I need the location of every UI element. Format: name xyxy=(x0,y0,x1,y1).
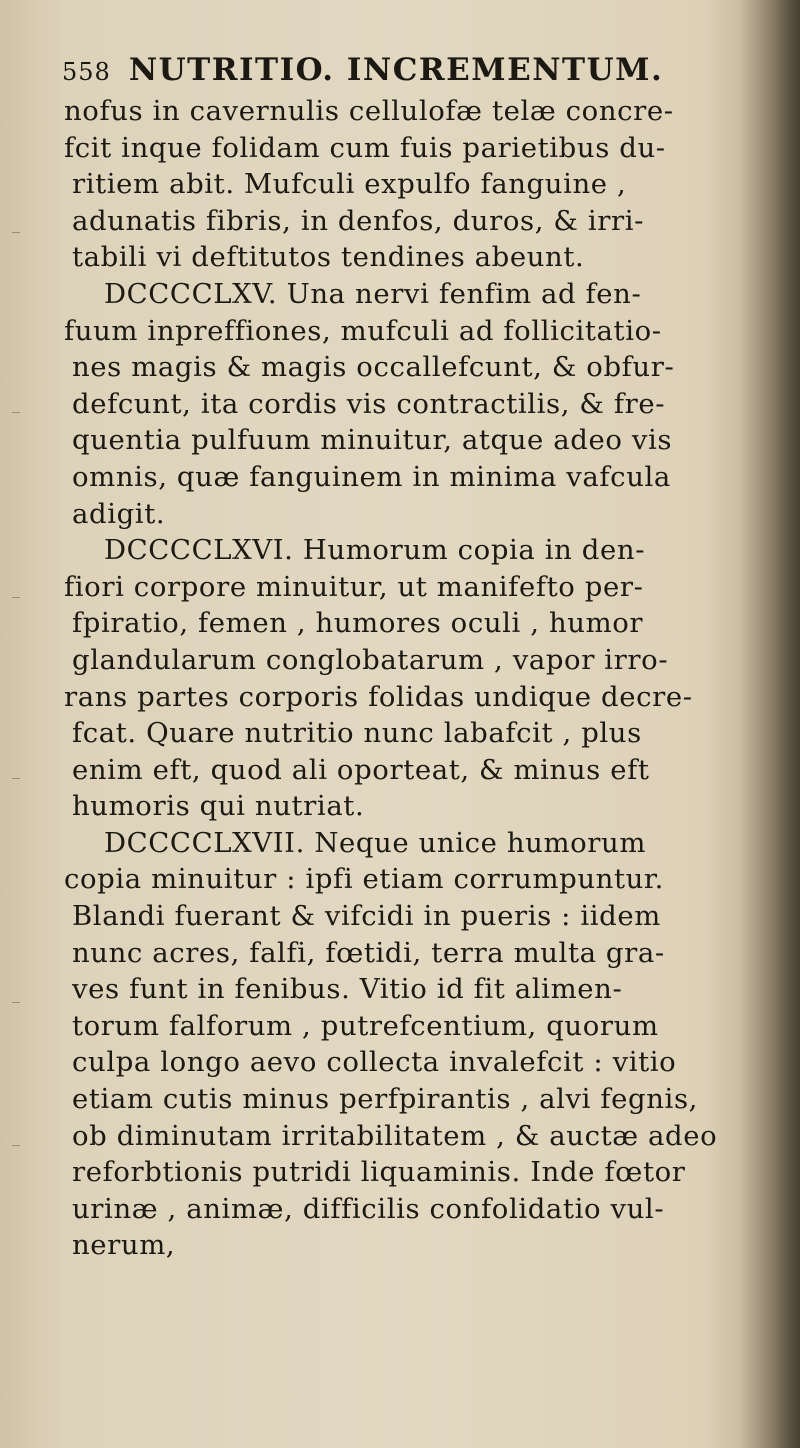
section-heading-line: DCCCCLXVI. Humorum copia in den- xyxy=(104,534,646,567)
text-line: tabili vi deftitutos tendines abeunt. xyxy=(72,241,585,274)
text-line: adunatis fibris, in denfos, duros, & irri- xyxy=(72,204,645,237)
text-line: copia minuitur : ipfi etiam corrumpuntur. xyxy=(64,863,664,896)
section-heading-line: DCCCCLXVII. Neque unice humorum xyxy=(104,826,647,859)
text-line: defcunt, ita cordis vis contractilis, & fre- xyxy=(72,387,666,420)
text-line: fiori corpore minuitur, ut manifefto per- xyxy=(64,570,644,603)
text-line: nerum, xyxy=(72,1229,176,1262)
text-line: Blandi fuerant & vifcidi in pueris : iidem xyxy=(72,900,661,933)
text-line: fuum inpreffiones, mufculi ad follicitatio- xyxy=(64,314,662,347)
left-margin xyxy=(0,0,70,1448)
text-line: quentia pulfuum minuitur, atque adeo vis xyxy=(72,424,673,457)
text-line: fcit inque folidam cum fuis parietibus du- xyxy=(64,131,666,164)
text-line: nofus in cavernulis cellulofæ telæ concre- xyxy=(64,95,674,127)
running-head: NUTRITIO. INCREMENTUM. xyxy=(128,52,664,88)
page-edge-shadow xyxy=(740,0,800,1448)
text-line: torum falforum , putrefcentium, quorum xyxy=(72,1009,659,1042)
page-number: 558 xyxy=(62,58,111,86)
text-line: omnis, quæ fanguinem in minima vafcula xyxy=(72,460,671,493)
text-line: ob diminutam irritabilitatem , & auctæ adeo xyxy=(72,1119,718,1152)
text-line: culpa longo aevo collecta invalefcit : vitio xyxy=(72,1046,677,1079)
text-line: urinæ , animæ, difficilis confolidatio vul- xyxy=(72,1192,665,1225)
text-line: ritiem abit. Mufculi expulfo fanguine , xyxy=(72,168,627,201)
text-line: adigit. xyxy=(72,497,166,530)
text-line: reforbtionis putridi liquaminis. Inde fœtor xyxy=(72,1156,686,1189)
text-line: etiam cutis minus perfpirantis , alvi fegnis, xyxy=(72,1083,699,1116)
body-text xyxy=(64,93,718,1264)
text-line: fcat. Quare nutritio nunc labafcit , plus xyxy=(72,717,642,750)
text-line: glandularum conglobatarum , vapor irro- xyxy=(72,643,669,676)
text-line: nes magis & magis occallefcunt, & obfur- xyxy=(72,351,675,384)
text-line: humoris qui nutriat. xyxy=(72,790,365,823)
text-line: nunc acres, falfi, fœtidi, terra multa gra- xyxy=(72,936,665,969)
text-line: rans partes corporis folidas undique decre- xyxy=(64,680,693,713)
text-line: ves funt in fenibus. Vitio id fit alimen- xyxy=(72,973,623,1006)
section-heading-line: DCCCCLXV. Una nervi fenfim ad fen- xyxy=(104,277,642,310)
text-line: enim eft, quod ali oporteat, & minus eft xyxy=(72,753,650,786)
text-line: fpiratio, femen , humores oculi , humor xyxy=(72,607,644,640)
page-header xyxy=(62,52,682,92)
